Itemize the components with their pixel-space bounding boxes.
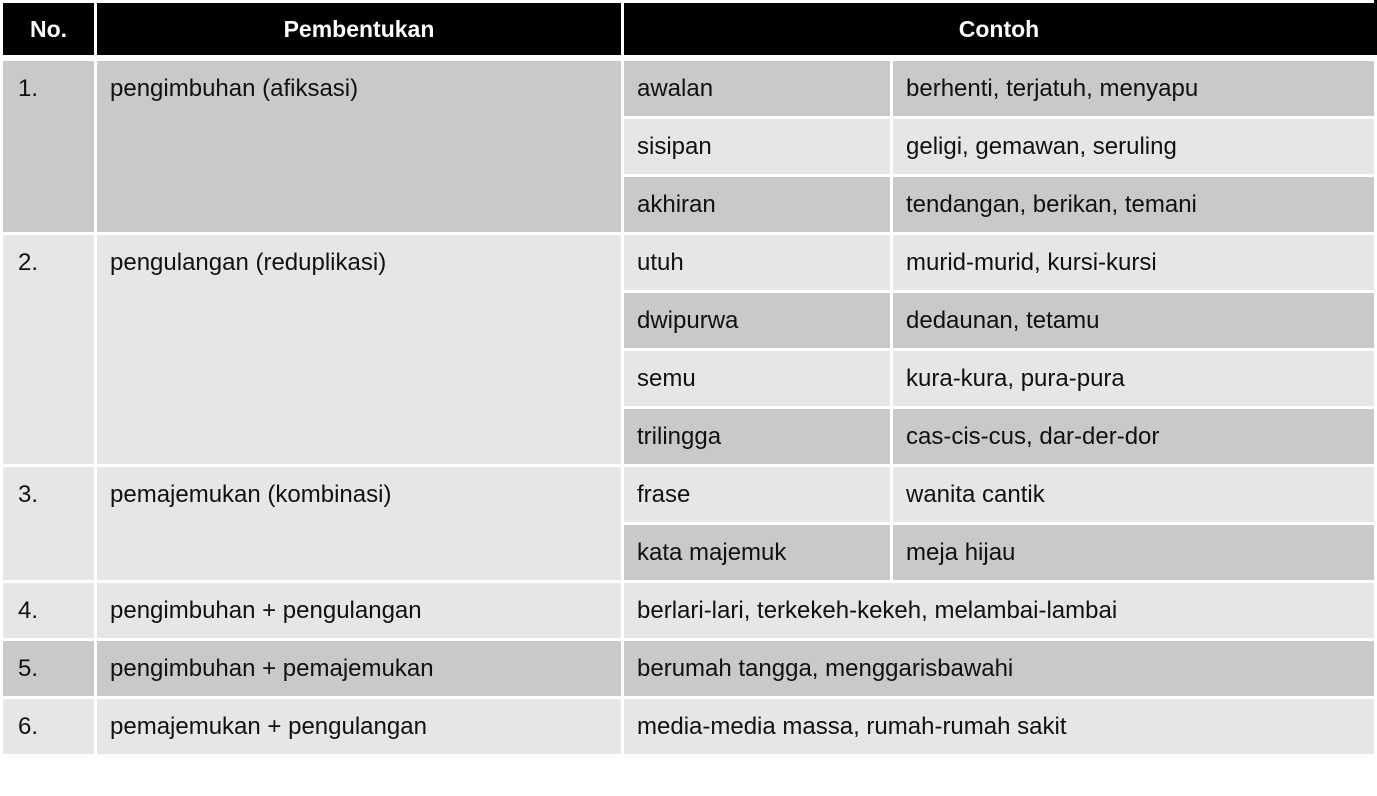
table-row [2, 466, 1376, 524]
contoh-cell: berhenti, terjatuh, menyapu [892, 58, 1376, 118]
row-number: 6. [2, 698, 96, 756]
pembentukan-cell: pengimbuhan (afiksasi) [96, 58, 623, 234]
jenis-cell: dwipurwa [623, 292, 892, 350]
contoh-cell: berlari-lari, terkekeh-kekeh, melambai-lambai [623, 582, 1376, 640]
row-number: 5. [2, 640, 96, 698]
jenis-cell: semu [623, 350, 892, 408]
contoh-cell: meja hijau [892, 524, 1376, 582]
table-row [2, 58, 1376, 118]
jenis-cell: trilingga [623, 408, 892, 466]
table-row [2, 640, 1376, 698]
contoh-cell: media-media massa, rumah-rumah sakit [623, 698, 1376, 756]
contoh-cell: dedaunan, tetamu [892, 292, 1376, 350]
contoh-cell: kura-kura, pura-pura [892, 350, 1376, 408]
table-row [2, 234, 1376, 292]
contoh-cell: tendangan, berikan, temani [892, 176, 1376, 234]
pembentukan-cell: pengulangan (reduplikasi) [96, 234, 623, 466]
header-no: No. [2, 2, 96, 59]
jenis-cell: sisipan [623, 118, 892, 176]
jenis-cell: awalan [623, 58, 892, 118]
jenis-cell: kata majemuk [623, 524, 892, 582]
pembentukan-cell: pemajemukan (kombinasi) [96, 466, 623, 582]
pembentukan-cell: pemajemukan + pengulangan [96, 698, 623, 756]
jenis-cell: akhiran [623, 176, 892, 234]
contoh-cell: berumah tangga, menggarisbawahi [623, 640, 1376, 698]
row-number: 3. [2, 466, 96, 582]
header-row [2, 2, 1376, 59]
contoh-cell: murid-murid, kursi-kursi [892, 234, 1376, 292]
header-pembentukan: Pembentukan [96, 2, 623, 59]
pembentukan-cell: pengimbuhan + pemajemukan [96, 640, 623, 698]
contoh-cell: wanita cantik [892, 466, 1376, 524]
row-number: 2. [2, 234, 96, 466]
table-row [2, 582, 1376, 640]
pembentukan-cell: pengimbuhan + pengulangan [96, 582, 623, 640]
header-contoh: Contoh [623, 2, 1376, 59]
row-number: 4. [2, 582, 96, 640]
contoh-cell: cas-cis-cus, dar-der-dor [892, 408, 1376, 466]
table-row [2, 698, 1376, 756]
contoh-cell: geligi, gemawan, seruling [892, 118, 1376, 176]
jenis-cell: utuh [623, 234, 892, 292]
jenis-cell: frase [623, 466, 892, 524]
row-number: 1. [2, 58, 96, 234]
